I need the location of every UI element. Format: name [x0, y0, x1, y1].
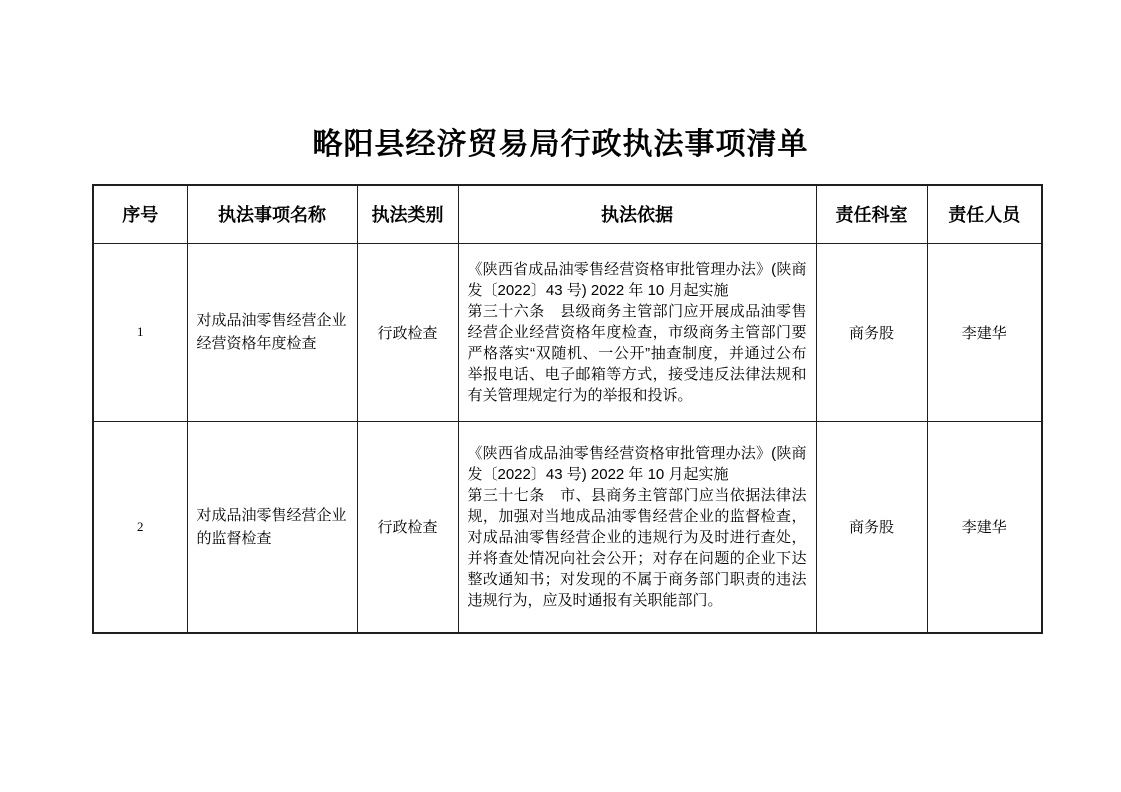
- cell-person: 李建华: [927, 243, 1042, 421]
- column-header-basis: 执法依据: [458, 185, 816, 243]
- column-header-category: 执法类别: [357, 185, 458, 243]
- legal-basis-source: 《陕西省成品油零售经营资格审批管理办法》(陕商发〔2022〕43 号) 2022 年 10 月起实施: [467, 260, 807, 299]
- column-header-department: 责任科室: [816, 185, 927, 243]
- cell-seq: 1: [93, 243, 187, 421]
- legal-basis-source: 《陕西省成品油零售经营资格审批管理办法》(陕商发〔2022〕43 号) 2022 年 10 月起实施: [467, 444, 807, 483]
- column-header-item-name: 执法事项名称: [187, 185, 357, 243]
- cell-seq: 2: [93, 421, 187, 633]
- table-row: [93, 421, 1042, 633]
- cell-category: 行政检查: [357, 243, 458, 421]
- cell-person: 李建华: [927, 421, 1042, 633]
- page-title: 略阳县经济贸易局行政执法事项清单: [312, 128, 809, 161]
- legal-basis-text: 第三十六条 县级商务主管部门应开展成品油零售经营企业经营资格年度检查，市级商务主管部门要严格落实“双随机、一公开”抽查制度，并通过公布举报电话、电子邮箱等方式，接受违反法律法规和有关管理规定行为的举报和投诉。: [467, 302, 807, 404]
- cell-legal-basis: [458, 421, 816, 633]
- cell-item-name: 对成品油零售经营企业经营资格年度检查: [187, 243, 357, 421]
- enforcement-items-table: [92, 184, 1043, 634]
- table-row: [93, 243, 1042, 421]
- cell-item-name: 对成品油零售经营企业的监督检查: [187, 421, 357, 633]
- cell-legal-basis: [458, 243, 816, 421]
- legal-basis-text: 第三十七条 市、县商务主管部门应当依据法律法规，加强对当地成品油零售经营企业的监督检查，对成品油零售经营企业的违规行为及时进行查处，并将查处情况向社会公开；对存在问题的企业下达整改通知书；对发现的不属于商务部门职责的违法违规行为，应及时通报有关职能部门。: [467, 486, 807, 609]
- cell-category: 行政检查: [357, 421, 458, 633]
- column-header-person: 责任人员: [927, 185, 1042, 243]
- cell-department: 商务股: [816, 243, 927, 421]
- cell-department: 商务股: [816, 421, 927, 633]
- table-header-row: [93, 185, 1042, 243]
- column-header-seq: 序号: [93, 185, 187, 243]
